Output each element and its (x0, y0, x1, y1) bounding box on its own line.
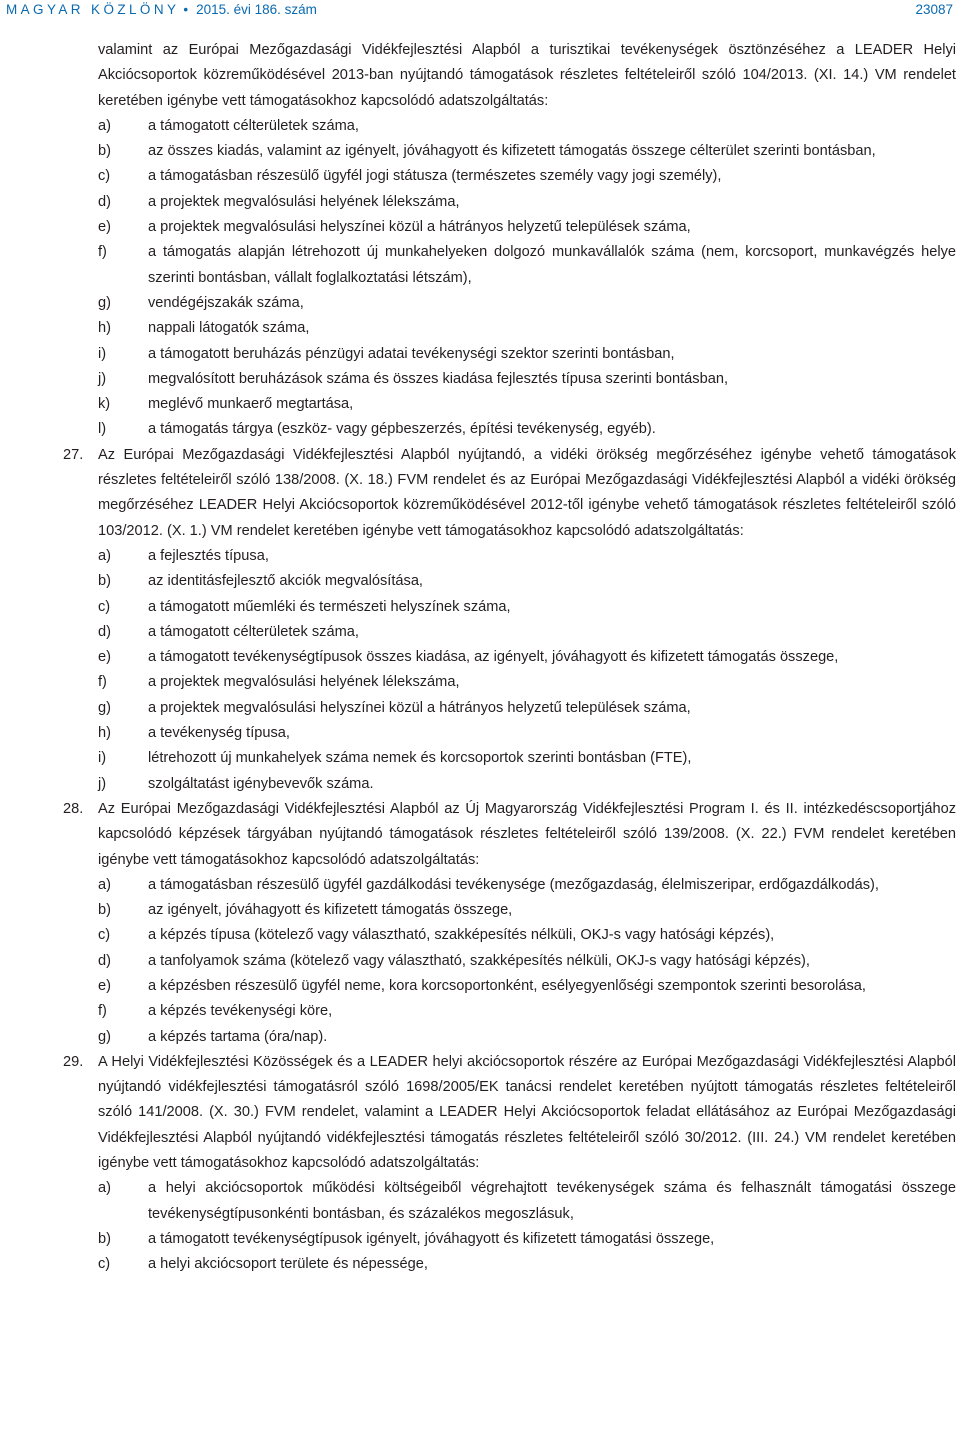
item-letter: b) (98, 902, 111, 919)
item-letter: d) (98, 193, 111, 210)
issue-label: 2015. évi 186. szám (196, 2, 317, 17)
item-text: a tevékenység típusa, (148, 725, 290, 742)
item-text: szolgáltatást igénybevevők száma. (148, 775, 374, 792)
section-text: Az Európai Mezőgazdasági Vidékfejlesztési Alapból nyújtandó, a vidéki örökség megőrzéséhez igénybe vehető támogatások részletes feltételeiről szóló 138/2008. (X. 18.) FVM rendelet és az Európai Mezőgazdasági Vidékfejlesztési Alapból a vidéki örökség megőrzéséhez LEADER Helyi Akciócsoportok közreműködésével 2012-től igénybe vehető támogatások részletes feltételeiről szóló 103/2012. (X. 1.) VM rendelet keretében igénybe vett támogatásokhoz kapcsolódó adatszolgáltatás: (98, 446, 956, 539)
item-letter: d) (98, 952, 111, 969)
item-letter: b) (98, 573, 111, 590)
list-item (98, 1176, 956, 1227)
item-letter: j) (98, 370, 107, 387)
list-item (98, 595, 956, 620)
item-letter: i) (98, 750, 107, 767)
page-number: 23087 (915, 2, 953, 17)
item-text: a projektek megvalósulási helyszínei közül a hátrányos helyzetű települések száma, (148, 699, 691, 716)
item-text: a támogatott tevékenységtípusok igényelt, jóváhagyott és kifizetett támogatási összege, (148, 1230, 715, 1247)
list-item (98, 746, 956, 771)
list-item (98, 569, 956, 594)
item-text: a tanfolyamok száma (kötelező vagy választható, szakképesítés nélküli, OKJ-s vagy hatósági képzés), (148, 952, 810, 969)
list-item (98, 949, 956, 974)
item-text: az igényelt, jóváhagyott és kifizetett támogatás összege, (148, 902, 513, 919)
item-text: megvalósított beruházások száma és összes kiadása fejlesztés típusa szerinti bontásban, (148, 370, 729, 387)
item-text: a képzés típusa (kötelező vagy választható, szakképesítés nélküli, OKJ-s vagy hatósági képzés), (148, 927, 775, 944)
item-letter: c) (98, 598, 111, 615)
item-text: a támogatás alapján létrehozott új munkahelyeken dolgozó munkavállalók száma (nem, korcsoport, munkavégzés helye szerinti bontásban, vállalt foglalkoztatási létszám), (148, 244, 956, 286)
document-body (63, 38, 956, 1278)
item-letter: a) (98, 547, 111, 564)
item-text: a támogatott célterületek száma, (148, 117, 359, 134)
item-letter: f) (98, 674, 107, 691)
item-letter: a) (98, 876, 111, 893)
item-text: a projektek megvalósulási helyének lélekszáma, (148, 674, 460, 691)
section-paragraph (63, 797, 956, 873)
item-letter: f) (98, 244, 107, 261)
item-letter: a) (98, 117, 111, 134)
list-item (98, 670, 956, 695)
list-item (98, 240, 956, 291)
list-item (98, 114, 956, 139)
item-text: a helyi akciócsoportok működési költségeiből végrehajtott tevékenységek száma és felhasznált támogatási összege tevékenységtípusonkénti bontásban, és százalékos megoszlásuk, (148, 1180, 956, 1222)
item-text: a támogatott beruházás pénzügyi adatai tevékenységi szektor szerinti bontásban, (148, 345, 675, 362)
bullet-separator: • (183, 2, 189, 17)
item-text: a támogatásban részesülő ügyfél gazdálkodási tevékenysége (mezőgazdaság, élelmiszeripar, erdőgazdálkodás), (148, 876, 879, 893)
item-letter: g) (98, 699, 111, 716)
item-letter: a) (98, 1180, 111, 1197)
item-text: a támogatás tárgya (eszköz- vagy gépbeszerzés, építési tevékenység, egyéb). (148, 421, 656, 438)
item-letter: k) (98, 396, 111, 413)
item-letter: c) (98, 168, 111, 185)
list-item (98, 620, 956, 645)
list-item (98, 696, 956, 721)
item-text: az összes kiadás, valamint az igényelt, jóváhagyott és kifizetett támogatás összege célterület szerinti bontásban, (148, 143, 876, 160)
section-number: 28. (63, 800, 84, 817)
intro-list (98, 114, 956, 443)
item-letter: g) (98, 294, 111, 311)
publication-title: MAGYAR KÖZLÖNY (6, 2, 180, 17)
list-item (98, 772, 956, 797)
item-text: a képzés tartama (óra/nap). (148, 1028, 328, 1045)
section-29 (63, 1050, 956, 1278)
list-item (98, 923, 956, 948)
item-letter: e) (98, 219, 111, 236)
list-item (98, 316, 956, 341)
list-item (98, 164, 956, 189)
list-item (98, 190, 956, 215)
list-item (98, 721, 956, 746)
list-item (98, 1025, 956, 1050)
section-text: Az Európai Mezőgazdasági Vidékfejlesztési Alapból az Új Magyarország Vidékfejlesztési Program I. és II. intézkedéscsoportjához kapcsolódó képzések tárgyában nyújtandó támogatások részletes feltételeiről szóló 139/2008. (X. 22.) FVM rendelet keretében igénybe vett támogatásokhoz kapcsolódó adatszolgáltatás: (98, 800, 956, 868)
list-item (98, 215, 956, 240)
section-27 (63, 443, 956, 797)
item-text: a fejlesztés típusa, (148, 547, 269, 564)
list-item (98, 417, 956, 442)
section-number: 27. (63, 446, 84, 463)
section-text: A Helyi Vidékfejlesztési Közösségek és a LEADER helyi akciócsoportok részére az Európai Mezőgazdasági Vidékfejlesztési Alapból nyújtandó vidékfejlesztési támogatásról szóló 1698/2005/EK tanácsi rendelet keretében nyújtott támogatás részletes feltételeiről szóló 141/2008. (X. 30.) FVM rendelet, valamint a LEADER Helyi Akciócsoportok feladat ellátásához az Európai Mezőgazdasági Vidékfejlesztési Alapból nyújtandó vidékfejlesztési támogatás részletes feltételeiről szóló 30/2012. (III. 24.) VM rendelet keretében igénybe vett támogatásokhoz kapcsolódó adatszolgáltatás: (98, 1053, 956, 1172)
item-text: a támogatott műemléki és természeti helyszínek száma, (148, 598, 511, 615)
item-text: a támogatásban részesülő ügyfél jogi státusza (természetes személy vagy jogi személy), (148, 168, 722, 185)
list-item (98, 898, 956, 923)
item-text: az identitásfejlesztő akciók megvalósítása, (148, 573, 423, 590)
item-letter: b) (98, 1230, 111, 1247)
item-letter: j) (98, 775, 107, 792)
item-letter: c) (98, 1256, 111, 1273)
item-letter: g) (98, 1028, 111, 1045)
item-text: vendégéjszakák száma, (148, 294, 304, 311)
list-item (98, 367, 956, 392)
list-item (98, 645, 956, 670)
list-item (98, 1252, 956, 1277)
item-letter: d) (98, 623, 111, 640)
item-letter: c) (98, 927, 111, 944)
list-item (98, 392, 956, 417)
item-text: létrehozott új munkahelyek száma nemek és korcsoportok szerinti bontásban (FTE), (148, 750, 692, 767)
item-text: a támogatott tevékenységtípusok összes kiadása, az igényelt, jóváhagyott és kifizetett támogatás összege, (148, 649, 839, 666)
item-text: a képzésben részesülő ügyfél neme, kora korcsoportonként, esélyegyenlőségi szempontok szerinti besorolása, (148, 977, 866, 994)
item-letter: i) (98, 345, 107, 362)
item-text: a támogatott célterületek száma, (148, 623, 359, 640)
item-text: a projektek megvalósulási helyszínei közül a hátrányos helyzetű települések száma, (148, 219, 691, 236)
list-item (98, 291, 956, 316)
item-letter: h) (98, 725, 111, 742)
item-text: nappali látogatók száma, (148, 320, 310, 337)
list-item (98, 342, 956, 367)
list-item (98, 1227, 956, 1252)
section-paragraph (63, 443, 956, 544)
list-item (98, 974, 956, 999)
item-letter: b) (98, 143, 111, 160)
item-letter: e) (98, 649, 111, 666)
item-text: a képzés tevékenységi köre, (148, 1003, 333, 1020)
intro-paragraph: valamint az Európai Mezőgazdasági Vidékfejlesztési Alapból a turisztikai tevékenységek ösztönzéséhez a LEADER Helyi Akciócsoportok közreműködésével 2013-ban nyújtandó támogatások részletes feltételeiről szóló 104/2013. (XI. 14.) VM rendelet keretében igénybe vett támogatásokhoz kapcsolódó adatszolgáltatás: (98, 42, 956, 109)
section-paragraph (63, 1050, 956, 1176)
page-header (0, 0, 960, 24)
item-text: a helyi akciócsoport területe és népessége, (148, 1256, 428, 1273)
item-letter: l) (98, 421, 107, 438)
header-left (6, 2, 317, 17)
list-item (98, 139, 956, 164)
item-text: a projektek megvalósulási helyének lélekszáma, (148, 193, 460, 210)
item-letter: e) (98, 977, 111, 994)
section-28 (63, 797, 956, 1050)
item-letter: h) (98, 320, 111, 337)
list-item (98, 544, 956, 569)
item-text: meglévő munkaerő megtartása, (148, 396, 354, 413)
item-letter: f) (98, 1003, 107, 1020)
section-number: 29. (63, 1053, 84, 1070)
list-item (98, 873, 956, 898)
list-item (98, 999, 956, 1024)
